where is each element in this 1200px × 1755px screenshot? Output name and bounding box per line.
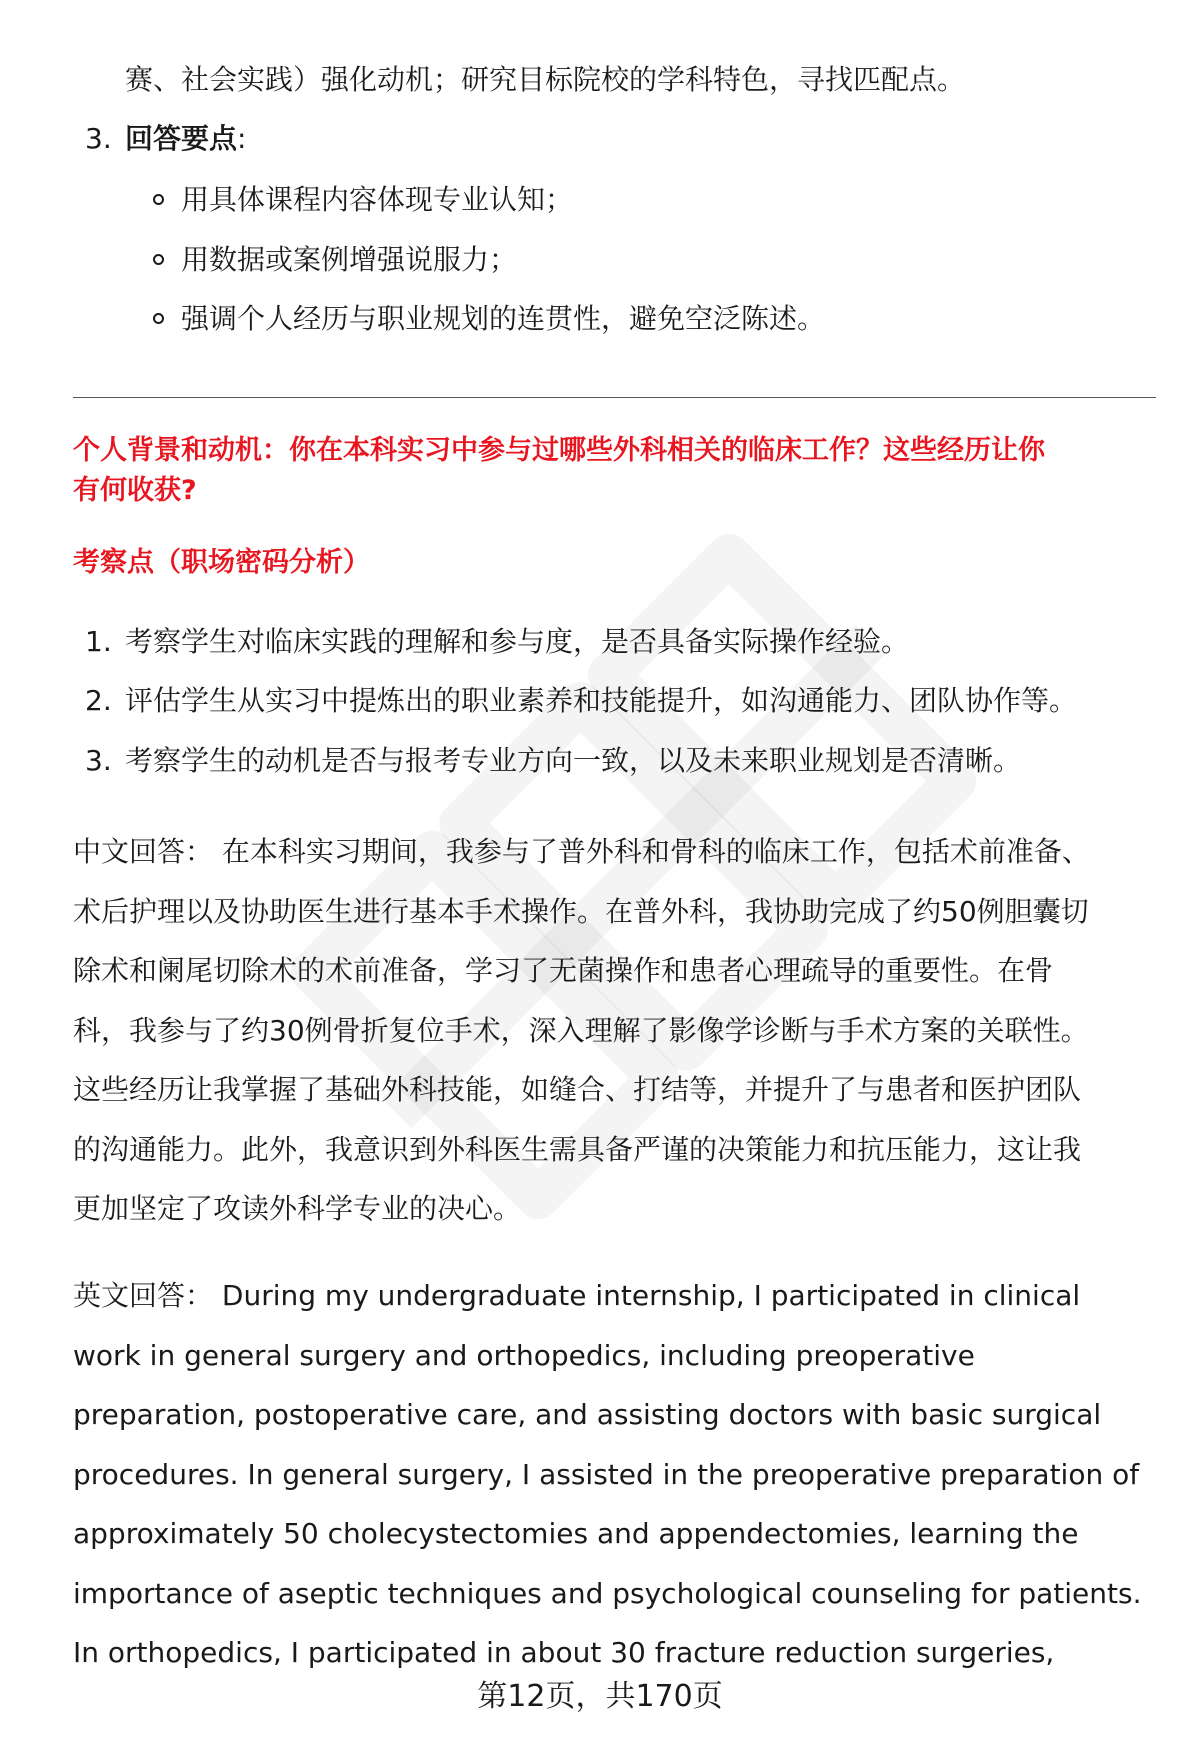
question-title-line2: 有何收获?: [73, 475, 197, 506]
continuation-line: 赛、社会实践）强化动机；研究目标院校的学科特色，寻找匹配点。: [125, 63, 966, 96]
list-item-answer-points: [125, 119, 246, 159]
point-number: 3.: [85, 744, 112, 777]
point-number: 1.: [85, 625, 112, 658]
bullet-circle-icon: [153, 313, 164, 324]
chinese-answer: [73, 822, 1163, 1239]
chinese-answer-line: 中文回答： 在本科实习期间，我参与了普外科和骨科的临床工作，包括术前准备、: [73, 835, 1090, 868]
page-number-footer: 第12页，共170页: [477, 1679, 723, 1714]
point-text: 评估学生从实习中提炼出的职业素养和技能提升，如沟通能力、团队协作等。: [125, 684, 1078, 717]
chinese-answer-line: 的沟通能力。此外，我意识到外科医生需具备严谨的决策能力和抗压能力，这让我: [73, 1132, 1082, 1166]
answer-points-colon: :: [237, 122, 247, 155]
bullet-item: 用具体课程内容体现专业认知；: [181, 183, 574, 216]
chinese-answer-line: 更加坚定了攻读外科学专业的决心。: [73, 1192, 522, 1225]
english-answer-line: importance of aseptic techniques and psychological counseling for patients.: [73, 1576, 1142, 1610]
section-divider: [73, 397, 1156, 398]
english-answer-line: In orthopedics, I participated in about 30 fracture reduction surgeries,: [73, 1636, 1055, 1669]
english-answer-line: approximately 50 cholecystectomies and appendectomies, learning the: [73, 1517, 1079, 1550]
point-number: 2.: [85, 684, 112, 717]
point-text: 考察学生的动机是否与报考专业方向一致，以及未来职业规划是否清晰。: [125, 744, 1022, 777]
chinese-answer-line: 科，我参与了约30例骨折复位手术，深入理解了影像学诊断与手术方案的关联性。: [73, 1013, 1089, 1047]
bullet-circle-icon: [153, 254, 164, 265]
english-answer-line: 英文回答： During my undergraduate internship, I participated in clinical: [73, 1279, 1081, 1312]
english-answer-line: preparation, postoperative care, and assisting doctors with basic surgical: [73, 1398, 1102, 1431]
chinese-answer-line: 术后护理以及协助医生进行基本手术操作。在普外科，我协助完成了约50例胆囊切: [73, 894, 1089, 928]
question-subtitle: 考察点（职场密码分析）: [73, 547, 370, 578]
question-title-line1: 个人背景和动机：你在本科实习中参与过哪些外科相关的临床工作？这些经历让你: [73, 435, 1045, 466]
chinese-answer-line: 除术和阑尾切除术的术前准备，学习了无菌操作和患者心理疏导的重要性。在骨: [73, 954, 1054, 987]
chinese-answer-line: 这些经历让我掌握了基础外科技能，如缝合、打结等，并提升了与患者和医护团队: [73, 1073, 1082, 1106]
english-answer-line: work in general surgery and orthopedics, including preoperative: [73, 1338, 975, 1372]
english-answer-line: procedures. In general surgery, I assisted in the preoperative preparation of: [73, 1457, 1140, 1491]
bullet-circle-icon: [153, 194, 164, 205]
point-text: 考察学生对临床实践的理解和参与度，是否具备实际操作经验。: [125, 625, 910, 658]
list-number: 3.: [85, 122, 112, 155]
english-answer: [73, 1266, 1163, 1683]
answer-points-label: 回答要点: [125, 122, 238, 155]
bullet-item: 强调个人经历与职业规划的连贯性，避免空泛陈述。: [181, 302, 826, 335]
bullet-item: 用数据或案例增强说服力；: [181, 243, 518, 276]
